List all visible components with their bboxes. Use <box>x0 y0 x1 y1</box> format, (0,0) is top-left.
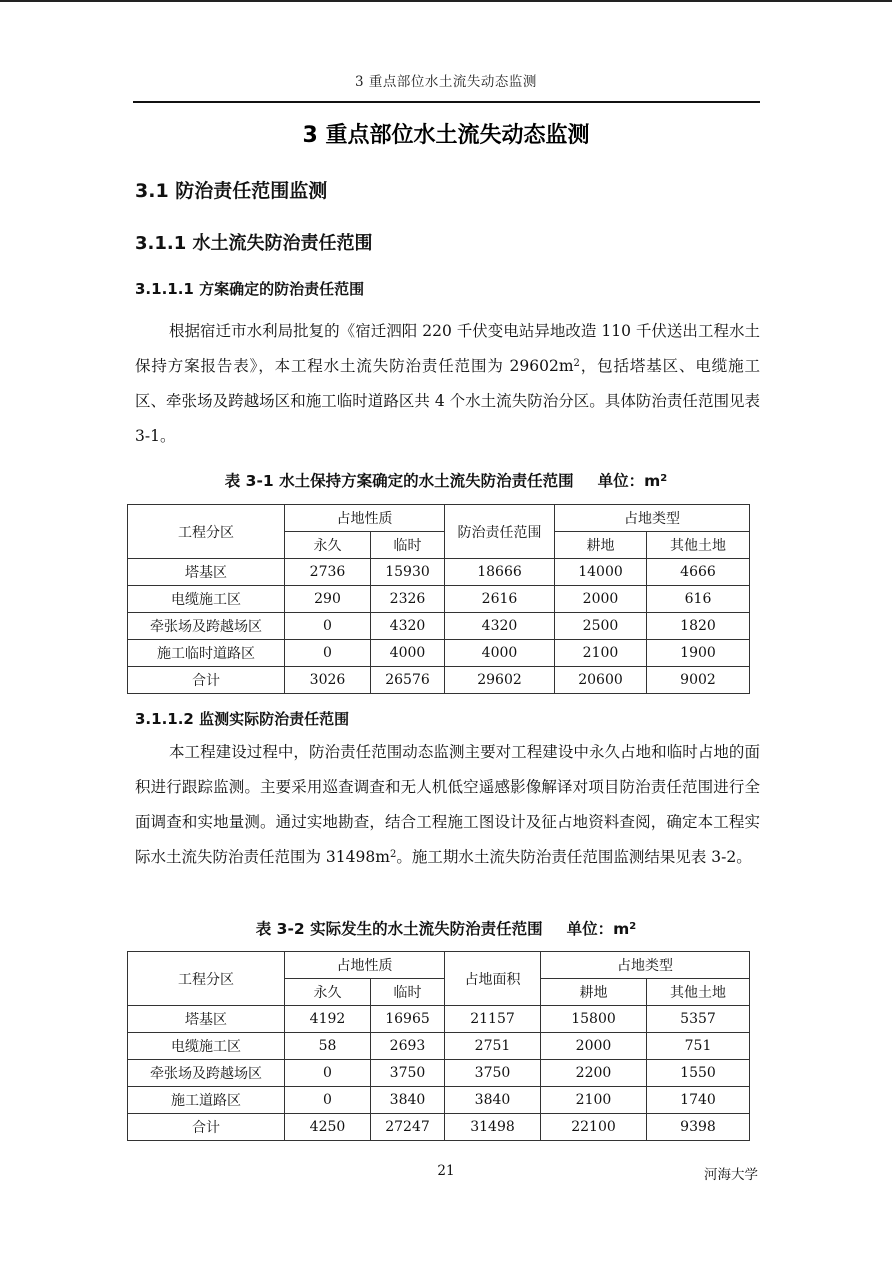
table-cell: 29602 <box>445 667 555 694</box>
table-cell: 18666 <box>445 559 555 586</box>
sub-subsection-heading-planned: 3.1.1.1 方案确定的防治责任范围 <box>135 280 365 298</box>
table-cell: 22100 <box>541 1114 647 1141</box>
table-cell: 4000 <box>445 640 555 667</box>
table-cell: 4666 <box>647 559 750 586</box>
header-cell-type: 占地类型 <box>555 505 750 532</box>
table-cell: 4192 <box>285 1006 371 1033</box>
section-heading: 3.1 防治责任范围监测 <box>135 180 328 202</box>
table-cell: 616 <box>647 586 750 613</box>
table-cell: 15800 <box>541 1006 647 1033</box>
superscript: 2 <box>389 849 397 860</box>
table-cell: 合计 <box>128 1114 285 1141</box>
table-cell: 15930 <box>371 559 445 586</box>
table-row <box>128 640 750 667</box>
table-cell: 4000 <box>371 640 445 667</box>
paragraph-text: ，包括塔基区、电缆施工区、牵张场及跨越场区和施工临时道路区共 4 个水土流失防治分区。具体防治责任范围见表 3-1。 <box>135 357 760 445</box>
chapter-title: 3 重点部位水土流失动态监测 <box>302 123 590 148</box>
table-cell: 3840 <box>371 1087 445 1114</box>
page-number: 21 <box>437 1163 455 1179</box>
table-cell: 施工道路区 <box>128 1087 285 1114</box>
table-cell: 2000 <box>541 1033 647 1060</box>
table-cell: 2500 <box>555 613 647 640</box>
table-cell: 4320 <box>445 613 555 640</box>
table-cell: 27247 <box>371 1114 445 1141</box>
table-cell: 牵张场及跨越场区 <box>128 1060 285 1087</box>
header-cell-permanent: 永久 <box>285 979 371 1006</box>
table-row <box>128 586 750 613</box>
header-cell-type: 占地类型 <box>541 952 750 979</box>
table-cell: 0 <box>285 1087 371 1114</box>
table-row <box>128 1006 750 1033</box>
running-header: 3 重点部位水土流失动态监测 <box>355 74 537 90</box>
table-row <box>128 1060 750 1087</box>
table-cell: 751 <box>647 1033 750 1060</box>
unit-text: 单位：m <box>597 472 661 490</box>
table-header-row <box>128 952 750 979</box>
table-cell: 施工临时道路区 <box>128 640 285 667</box>
table-cell: 58 <box>285 1033 371 1060</box>
table-cell: 2616 <box>445 586 555 613</box>
unit-text: 单位：m <box>566 920 630 938</box>
table-cell: 4320 <box>371 613 445 640</box>
subsection-heading: 3.1.1 水土流失防治责任范围 <box>135 233 373 254</box>
paragraph-planned-scope <box>135 314 760 454</box>
table-cell: 2693 <box>371 1033 445 1060</box>
table-cell: 9002 <box>647 667 750 694</box>
header-cell-temporary: 临时 <box>371 532 445 559</box>
table-cell: 电缆施工区 <box>128 1033 285 1060</box>
table-cell: 1740 <box>647 1087 750 1114</box>
header-cell-nature: 占地性质 <box>285 952 445 979</box>
table-row <box>128 1087 750 1114</box>
table-row <box>128 1033 750 1060</box>
unit-superscript: 2 <box>660 473 668 484</box>
table-cell: 4250 <box>285 1114 371 1141</box>
table-cell: 2100 <box>555 640 647 667</box>
top-border <box>0 0 892 2</box>
table-row <box>128 613 750 640</box>
table-cell: 14000 <box>555 559 647 586</box>
table-cell: 塔基区 <box>128 1006 285 1033</box>
header-cell-permanent: 永久 <box>285 532 371 559</box>
table-cell: 1900 <box>647 640 750 667</box>
table-cell: 2326 <box>371 586 445 613</box>
table-cell: 2736 <box>285 559 371 586</box>
paragraph-text: 。施工期水土流失防治责任范围监测结果见表 3-2。 <box>396 848 752 866</box>
header-cell-farmland: 耕地 <box>555 532 647 559</box>
table-cell: 电缆施工区 <box>128 586 285 613</box>
institution-name: 河海大学 <box>704 1167 758 1183</box>
sub-subsection-heading-actual: 3.1.1.2 监测实际防治责任范围 <box>135 710 350 728</box>
table-total-row <box>128 1114 750 1141</box>
header-cell-other-land: 其他土地 <box>647 979 750 1006</box>
paragraph-text: 根据宿迁市水利局批复的《宿迁泗阳 220 千伏变电站异地改造 110 千伏送出工程水土保持方案报告表》，本工程水土流失防治责任范围为 29602m <box>135 322 760 375</box>
table-cell: 26576 <box>371 667 445 694</box>
table-cell: 1550 <box>647 1060 750 1087</box>
table-cell: 3750 <box>371 1060 445 1087</box>
header-cell-other-land: 其他土地 <box>647 532 750 559</box>
caption-text: 表 3-1 水土保持方案确定的水土流失防治责任范围 <box>224 472 574 490</box>
table-cell: 2200 <box>541 1060 647 1087</box>
table-planned-scope <box>127 504 750 694</box>
table-cell: 0 <box>285 1060 371 1087</box>
table-cell: 0 <box>285 640 371 667</box>
table-cell: 21157 <box>445 1006 541 1033</box>
table-cell: 2000 <box>555 586 647 613</box>
table-cell: 290 <box>285 586 371 613</box>
table-cell: 1820 <box>647 613 750 640</box>
table-cell: 0 <box>285 613 371 640</box>
table-cell: 16965 <box>371 1006 445 1033</box>
header-cell-nature: 占地性质 <box>285 505 445 532</box>
table-total-row <box>128 667 750 694</box>
header-cell-temporary: 临时 <box>371 979 445 1006</box>
table-cell: 31498 <box>445 1114 541 1141</box>
table-cell: 2751 <box>445 1033 541 1060</box>
table-actual-scope <box>127 951 750 1141</box>
table-row <box>128 559 750 586</box>
table-cell: 牵张场及跨越场区 <box>128 613 285 640</box>
header-cell-zone: 工程分区 <box>128 952 285 1006</box>
table-cell: 9398 <box>647 1114 750 1141</box>
header-cell-zone: 工程分区 <box>128 505 285 559</box>
table-header-row <box>128 505 750 532</box>
header-cell-area: 占地面积 <box>445 952 541 1006</box>
caption-text: 表 3-2 实际发生的水土流失防治责任范围 <box>255 920 543 938</box>
unit-superscript: 2 <box>629 921 637 932</box>
superscript: 2 <box>573 358 580 369</box>
header-cell-farmland: 耕地 <box>541 979 647 1006</box>
table-cell: 塔基区 <box>128 559 285 586</box>
unit-label <box>598 472 668 490</box>
table-cell: 3026 <box>285 667 371 694</box>
table-cell: 5357 <box>647 1006 750 1033</box>
table-cell: 3840 <box>445 1087 541 1114</box>
header-cell-scope: 防治责任范围 <box>445 505 555 559</box>
table1-caption <box>0 469 892 491</box>
table2-caption <box>0 917 892 939</box>
table-cell: 合计 <box>128 667 285 694</box>
unit-label <box>567 920 637 938</box>
paragraph-actual-scope <box>135 735 760 875</box>
table-cell: 3750 <box>445 1060 541 1087</box>
table-cell: 20600 <box>555 667 647 694</box>
table-cell: 2100 <box>541 1087 647 1114</box>
header-divider <box>133 101 760 103</box>
paragraph-text: 本工程建设过程中，防治责任范围动态监测主要对工程建设中永久占地和临时占地的面积进行跟踪监测。主要采用巡查调查和无人机低空遥感影像解译对项目防治责任范围进行全面调查和实地量测。通过实地勘查，结合工程施工图设计及征占地资料查阅，确定本工程实际水土流失防治责任范围为 31498m <box>135 743 760 866</box>
